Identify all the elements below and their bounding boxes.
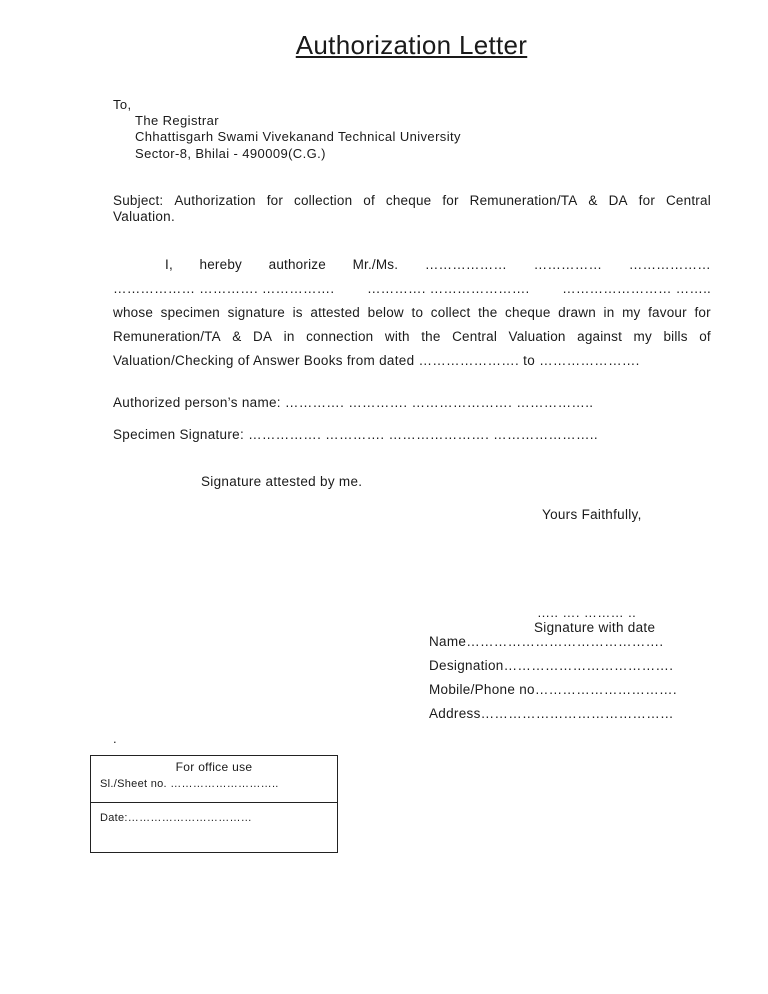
signer-designation-field: Designation………………………………. <box>429 658 674 673</box>
office-use-box <box>90 755 338 853</box>
signer-name-field: Name……………………………………. <box>429 634 664 649</box>
closing-text: Yours Faithfully, <box>542 507 642 522</box>
authorized-person-name-field: Authorized person’s name: …………. …………. …………………. …………….. <box>113 395 594 410</box>
signer-mobile-field: Mobile/Phone no…………………………. <box>429 682 677 697</box>
recipient-line-3: Sector-8, Bhilai - 490009(C.G.) <box>135 146 326 161</box>
signature-with-date-label: Signature with date <box>534 620 656 635</box>
subject-label: Subject: <box>113 193 164 208</box>
signature-dots: ….. …. ……… .. <box>537 605 637 620</box>
specimen-signature-field: Specimen Signature: ……………. …………. …………………. ………………….. <box>113 427 598 442</box>
office-date-field: Date:…………………………… <box>100 812 253 824</box>
signer-address-field: Address…………………………………… <box>429 706 674 721</box>
body-line-2: ……………… …………. ……………. …………. …………………. …………………… …….. <box>113 281 711 296</box>
subject-line-2: Valuation. <box>113 209 176 224</box>
page-title: Authorization Letter <box>295 30 528 60</box>
subject-line-1: Subject: Authorization for collection of cheque for Remuneration/TA & DA for Central <box>113 193 711 208</box>
signature-attested-text: Signature attested by me. <box>201 474 363 489</box>
sheet-number-field: Sl./Sheet no. ……………………….. <box>100 778 279 790</box>
body-line-4: Remuneration/TA & DA in connection with the Central Valuation against my bills of <box>113 329 711 344</box>
body-line-1: I, hereby authorize Mr./Ms. ……………… …………… ……………… <box>165 257 711 272</box>
recipient-line-1: The Registrar <box>135 113 219 128</box>
office-box-divider <box>91 802 337 803</box>
recipient-line-2: Chhattisgarh Swami Vivekanand Technical University <box>135 129 461 144</box>
body-line-3: whose specimen signature is attested below to collect the cheque drawn in my favour for <box>113 305 711 320</box>
to-label: To, <box>113 97 132 112</box>
body-line-5: Valuation/Checking of Answer Books from dated …………………. to …………………. <box>113 353 640 368</box>
stray-dot: . <box>113 731 118 746</box>
office-use-title: For office use <box>175 760 253 774</box>
